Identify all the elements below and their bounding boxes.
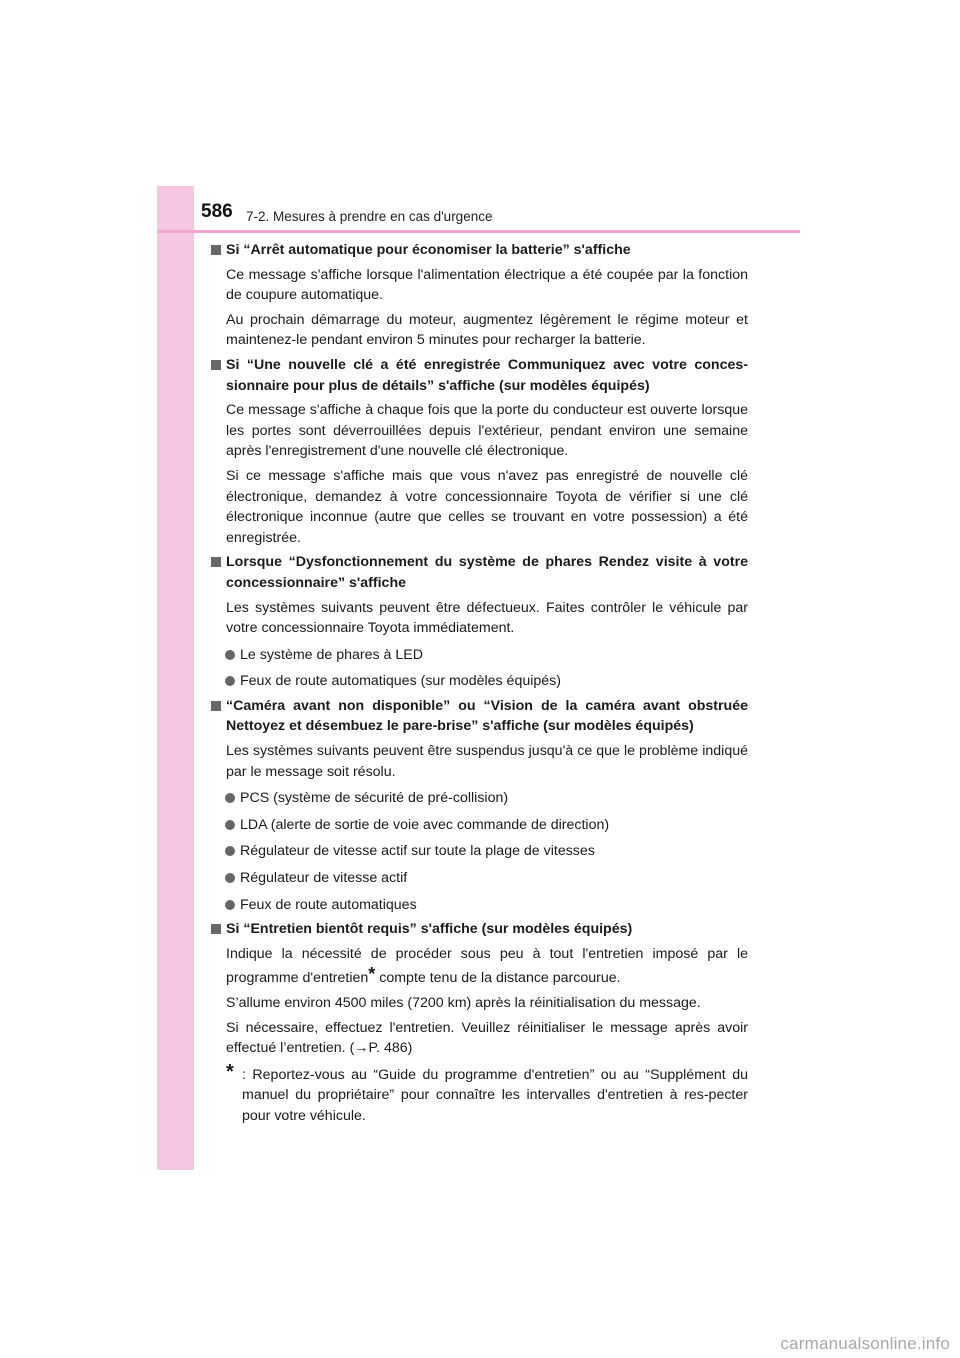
section-heading	[210, 240, 748, 261]
square-bullet-icon	[211, 245, 221, 255]
footnote-text: : Reportez-vous au “Guide du programme d'entretien” ou au “Supplément du manuel du propriétaire” pour connaître les intervalles d'entretien à res-pecter pour votre véhicule.	[242, 1066, 748, 1124]
section-heading	[210, 552, 748, 593]
footnote-star: *	[368, 964, 376, 985]
heading-text: Lorsque “Dysfonctionnement du système de phares Rendez visite à votre concessionnaire” s'affiche	[226, 554, 748, 591]
square-bullet-icon	[211, 701, 221, 711]
round-bullet-icon	[225, 900, 235, 910]
header-rule	[157, 230, 800, 233]
list-item	[210, 841, 748, 862]
paragraph: Si nécessaire, effectuez l'entretien. Veuillez réinitialiser le message après avoir effectué l’entretien. (→P. 486)	[226, 1019, 748, 1057]
list-item-text: Le système de phares à LED	[240, 646, 423, 663]
section-headlight-malfunction	[210, 552, 748, 692]
round-bullet-icon	[225, 873, 235, 883]
page-content	[210, 240, 748, 1127]
section-heading	[210, 355, 748, 396]
square-bullet-icon	[211, 557, 221, 567]
list-item-text: Feux de route automatiques	[240, 896, 417, 913]
section-new-key	[210, 355, 748, 548]
paragraph: Les systèmes suivants peuvent être défectueux. Faites contrôler le véhicule par votre concessionnaire Toyota immédiatement.	[226, 599, 748, 637]
list-item-text: Feux de route automatiques (sur modèles équipés)	[240, 673, 561, 690]
round-bullet-icon	[225, 793, 235, 803]
square-bullet-icon	[211, 360, 221, 370]
list-item	[210, 868, 748, 889]
round-bullet-icon	[225, 820, 235, 830]
section-battery-saver	[210, 240, 748, 351]
footnote-mark: *	[226, 1060, 234, 1083]
watermark: carmanualsonline.info	[780, 1334, 950, 1353]
list-item-text: PCS (système de sécurité de pré-collision)	[240, 790, 509, 807]
round-bullet-icon	[225, 676, 235, 686]
paragraph: Au prochain démarrage du moteur, augmentez légèrement le régime moteur et maintenez-le pendant environ 5 minutes pour recharger la batterie.	[226, 311, 748, 349]
list-item-text: LDA (alerte de sortie de voie avec commande de direction)	[240, 816, 610, 833]
paragraph: Ce message s'affiche à chaque fois que la porte du conducteur est ouverte lorsque les portes sont déverrouillées depuis l'extérieur, pendant environ une semaine après l'enregistrement d'une nouvelle clé électronique.	[226, 402, 748, 460]
paragraph: Ce message s'affiche lorsque l'alimentation électrique a été coupée par la fonction de coupure automatique.	[226, 266, 748, 304]
section-maintenance-required	[210, 919, 748, 1059]
heading-text: Si “Entretien bientôt requis” s'affiche (sur modèles équipés)	[226, 921, 633, 938]
paragraph: S’allume environ 4500 miles (7200 km) après la réinitialisation du message.	[226, 995, 701, 1011]
section-heading	[210, 696, 748, 737]
paragraph-text: compte tenu de la distance parcourue.	[375, 970, 621, 987]
heading-text: “Caméra avant non disponible” ou “Vision de la caméra avant obstruée Nettoyez et désembuez le pare-brise” s'affiche (sur modèles équipés)	[226, 697, 748, 735]
round-bullet-icon	[225, 650, 235, 660]
list-item	[210, 671, 748, 692]
footnote	[210, 1060, 748, 1127]
list-item-text: Régulateur de vitesse actif sur toute la plage de vitesses	[240, 843, 595, 860]
paragraph	[210, 944, 748, 989]
section-heading	[210, 919, 748, 940]
heading-text: Si “Une nouvelle clé a été enregistrée Communiquez avec votre conces-sionnaire pour plus de détails” s'affiche (sur modèles équipés)	[226, 356, 748, 394]
list-item	[210, 645, 748, 666]
round-bullet-icon	[225, 846, 235, 856]
page-number: 586	[201, 201, 233, 222]
paragraph: Les systèmes suivants peuvent être suspendus jusqu'à ce que le problème indiqué par le message soit résolu.	[226, 743, 748, 780]
paragraph-text: Indique la nécessité de procéder sous peu à tout l'entretien imposé par le programme d'entretien	[226, 945, 748, 987]
heading-text: Si “Arrêt automatique pour économiser la batterie” s'affiche	[226, 242, 631, 258]
list-item	[210, 895, 748, 916]
paragraph: Si ce message s'affiche mais que vous n'avez pas enregistré de nouvelle clé électronique, demandez à votre concessionnaire Toyota de vérifier si une clé électronique inconnue (autre que celles se trouvant en votre possession) a été enregistrée.	[226, 467, 748, 546]
list-item	[210, 815, 748, 836]
side-tab-band	[157, 186, 194, 1170]
section-title: 7-2. Mesures à prendre en cas d'urgence	[246, 209, 493, 224]
list-item	[210, 788, 748, 809]
section-front-camera	[210, 696, 748, 915]
list-item-text: Régulateur de vitesse actif	[240, 870, 408, 887]
square-bullet-icon	[211, 924, 221, 934]
